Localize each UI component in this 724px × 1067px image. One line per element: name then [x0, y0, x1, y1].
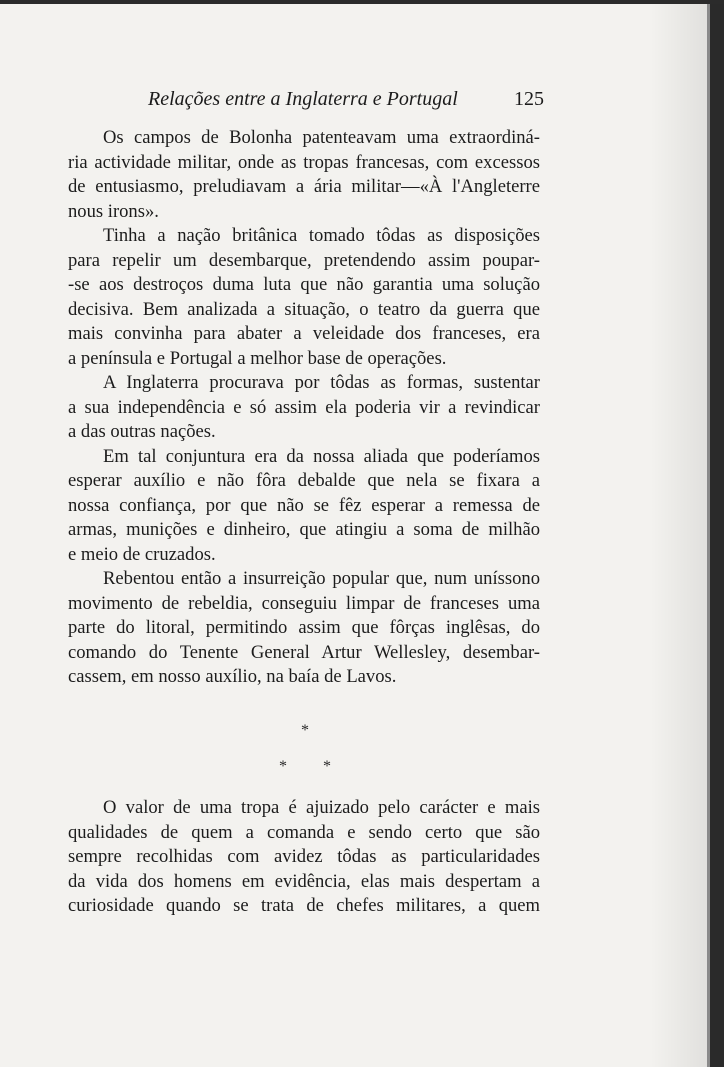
text-line: mais convinha para abater a veleidade dos franceses, era	[68, 323, 540, 344]
body-text	[68, 126, 540, 690]
text-line: para repelir um desembarque, pretendendo assim poupar-	[68, 249, 540, 271]
text-line: Os campos de Bolonha patenteavam uma extraordiná-	[103, 127, 540, 148]
text-line: nous irons».	[68, 200, 159, 222]
text-line: -se aos destroços duma luta que não garantia uma solução	[68, 274, 540, 295]
page-shadow	[650, 0, 710, 1067]
text-line: a sua independência e só assim ela poderia vir a revindicar	[68, 396, 540, 418]
body-text-continued	[68, 796, 540, 919]
text-line: Rebentou então a insurreição popular que, num uníssono	[103, 568, 540, 589]
text-line: A Inglaterra procurava por tôdas as formas, sustentar	[103, 372, 540, 393]
paragraph-3	[68, 371, 540, 445]
running-title: Relações entre a Inglaterra e Portugal	[148, 88, 458, 110]
paragraph-4	[68, 445, 540, 568]
text-line: comando do Tenente General Artur Wellesley, desembar-	[68, 641, 540, 663]
text-line: decisiva. Bem analizada a situação, o teatro da guerra que	[68, 298, 540, 320]
text-line: sempre recolhidas com avidez tôdas as particularidades	[68, 846, 540, 867]
paragraph-5	[68, 567, 540, 690]
text-line: movimento de rebeldia, conseguiu limpar de franceses uma	[68, 592, 540, 614]
asterisk: *	[323, 758, 331, 775]
text-line: de entusiasmo, preludiavam a ária militar—«À l'Angleterre	[68, 176, 540, 197]
text-line: a península e Portugal a melhor base de operações.	[68, 347, 447, 369]
text-line: da vida dos homens em evidência, elas mais despertam a	[68, 870, 540, 892]
book-spine	[710, 0, 724, 1067]
text-line: esperar auxílio e não fôra debalde que nela se fixara a	[68, 470, 540, 491]
running-head	[148, 88, 544, 118]
text-line: qualidades de quem a comanda e sendo certo que são	[68, 821, 540, 843]
text-line: nossa confiança, por que não se fêz esperar a remessa de	[68, 494, 540, 516]
scan-border	[0, 0, 724, 4]
text-line: O valor de uma tropa é ajuizado pelo carácter e mais	[103, 797, 540, 818]
text-line: cassem, em nosso auxílio, na baía de Lavos.	[68, 666, 397, 687]
paragraph-2	[68, 224, 540, 371]
text-line: e meio de cruzados.	[68, 543, 216, 565]
asterisk: *	[301, 722, 309, 739]
paragraph-1	[68, 126, 540, 224]
text-line: ria actividade militar, onde as tropas francesas, com excessos	[68, 151, 540, 173]
text-line: Tinha a nação britânica tomado tôdas as disposições	[103, 225, 540, 246]
text-line: Em tal conjuntura era da nossa aliada que poderíamos	[103, 445, 540, 467]
text-line: parte do litoral, permitindo assim que fôrças inglêsas, do	[68, 617, 540, 638]
page-number: 125	[514, 88, 544, 110]
text-line: armas, munições e dinheiro, que atingiu a soma de milhão	[68, 519, 540, 540]
text-line: a das outras nações.	[68, 421, 216, 442]
text-line: curiosidade quando se trata de chefes militares, a quem	[68, 895, 540, 916]
paragraph-6	[68, 796, 540, 919]
asterisk: *	[279, 758, 287, 775]
